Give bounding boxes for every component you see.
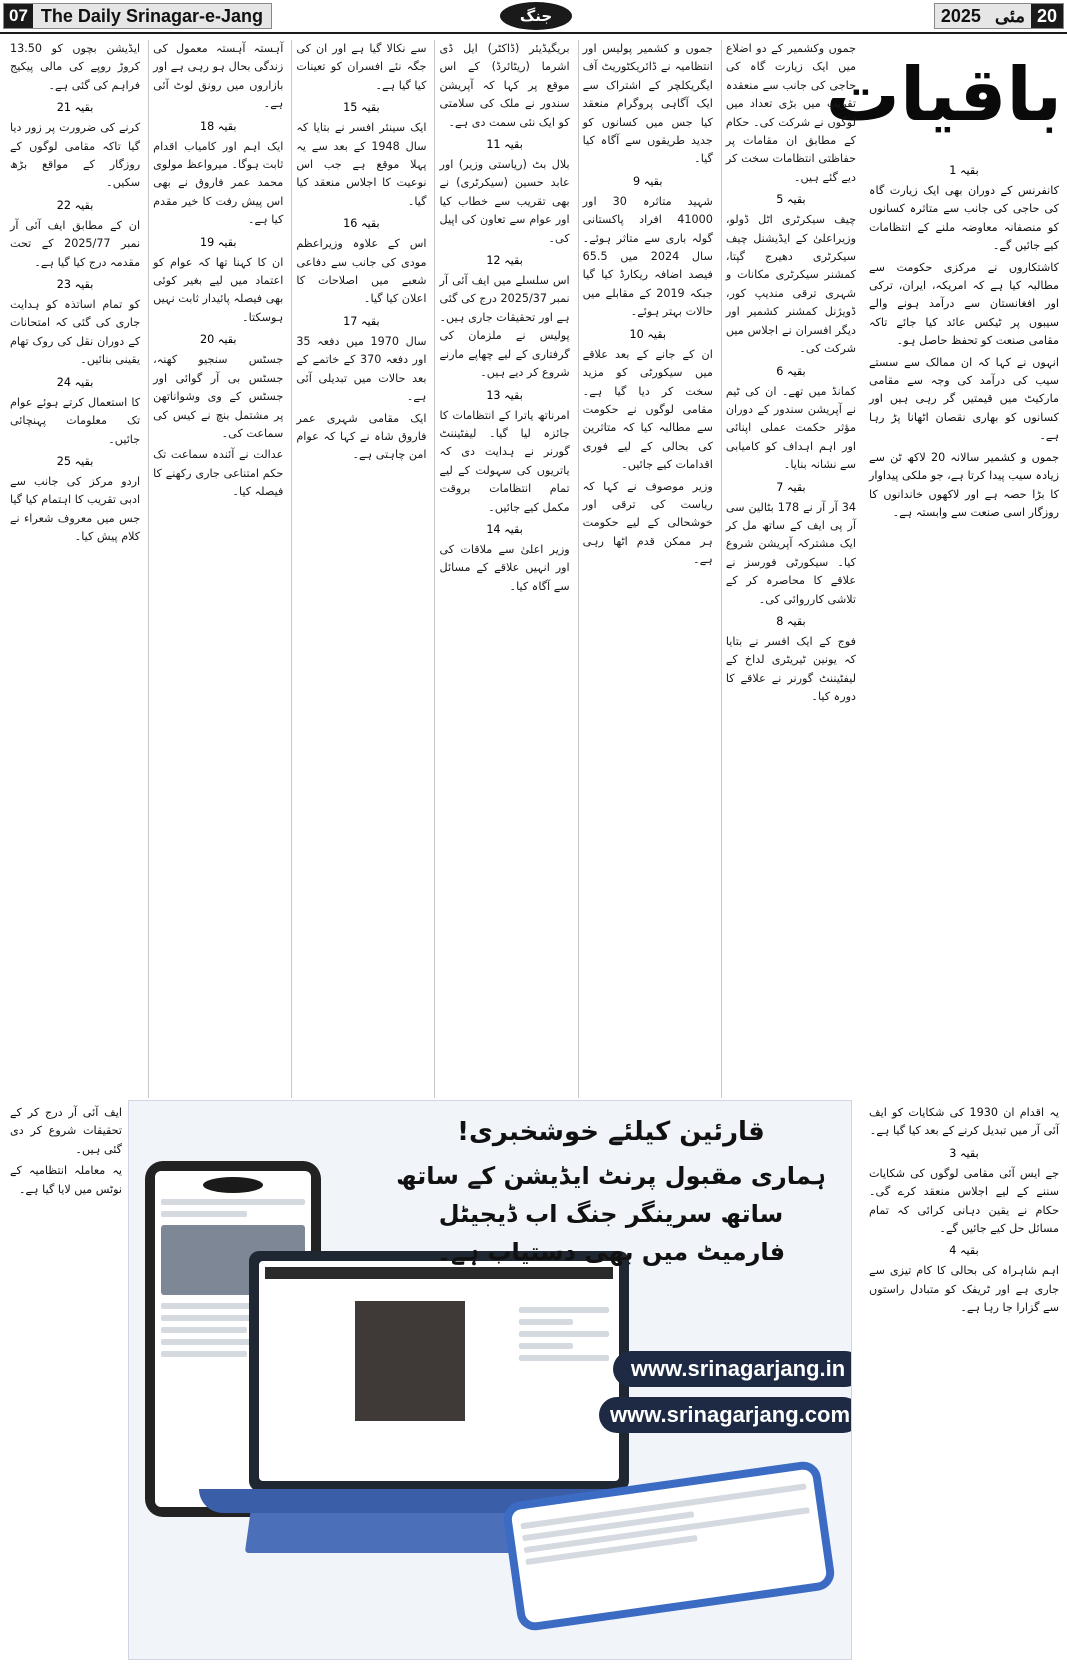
lead-paragraph: انہوں نے کہا کہ ان ممالک سے سستے سیب کی درآمد کی وجہ سے مقامی مارکیٹ میں قیمتیں گر رہی ہیں اور کسانوں کو بھاری نقصان اٹھانا پڑ رہا ہے۔	[869, 355, 1059, 443]
article-text: اردو مرکز کی جانب سے ادبی تقریب کا اہتمام کیا گیا جس میں معروف شعراء نے کلام پیش کیا۔	[9, 474, 141, 544]
article-text: چیف سیکرٹری اٹل ڈولو، وزیراعلیٰ کے ایڈیشنل چیف سیکرٹری دھیرج گپتا، کمشنر سیکرٹری مکانات و شہری ترقی مندیپ کور، ڈویژنل کمشنر کشمیر اور دیگر افسران نے اجلاس میں شرکت کی۔	[725, 213, 856, 356]
item-heading: بقیہ 18	[199, 119, 237, 133]
column-6	[6, 40, 144, 1098]
date-month: مئی	[994, 5, 1025, 26]
article-text: اہم شاہراہ کی بحالی کا کام تیزی سے جاری ہے اور ٹریفک کو متبادل راستوں سے گزارا جا رہا ہے۔	[869, 1264, 1059, 1315]
lead-paragraph: کاشتکاروں نے مرکزی حکومت سے مطالبہ کیا ہے کہ امریکہ، ایران، ترکی اور افغانستان سے درآمد ہونے والے سیبوں پر ٹیکس عائد کیا جائے تاکہ مقامی صنعت کو تحفظ حاصل ہو۔	[869, 260, 1059, 348]
column-5	[148, 40, 287, 1098]
ad-url-com[interactable]: www.srinagarjang.com	[599, 1397, 852, 1433]
article-text: جموں و کشمیر پولیس اور انتظامیہ نے ڈائریکٹوریٹ آف ایگریکلچر کے اشتراک سے ایک آگاہی پروگرام منعقد کیا جس میں کسانوں کو جدید طریقوں سے آگاہ کیا گیا۔	[582, 42, 713, 166]
article-text: وزیر اعلیٰ سے ملاقات کی اور انہیں علاقے کے مسائل سے آگاہ کیا۔	[439, 542, 570, 593]
page-title: باقیات	[825, 52, 1062, 138]
laptop-mockup	[249, 1251, 629, 1491]
item-heading: بقیہ 9	[633, 174, 663, 188]
item-heading: بقیہ 5	[776, 193, 806, 207]
article-text: ایف آئی آر درج کر کے تحقیقات شروع کر دی گئی ہیں۔	[10, 1106, 122, 1156]
item-heading: بقیہ 3	[949, 1146, 979, 1160]
article-text: بلال بٹ (ریاستی وزیر) اور عابد حسین (سیکرٹری) نے بھی تقریب سے خطاب کیا اور عوام سے تعاون کی اپیل کی۔	[439, 158, 570, 245]
article-text: کا استعمال کرتے ہوئے عوام تک معلومات پہنچائی جائیں۔	[9, 395, 141, 446]
item-heading: بقیہ 6	[776, 364, 806, 378]
item-heading: بقیہ 11	[486, 138, 523, 152]
page-label	[3, 3, 272, 29]
article-text: عدالت نے آئندہ سماعت تک حکم امتناعی جاری رکھنے کا فیصلہ کیا۔	[153, 448, 284, 499]
article-text: یہ معاملہ انتظامیہ کے نوٹس میں لایا گیا ہے۔	[10, 1164, 122, 1196]
article-text: فوج کے ایک افسر نے بتایا کہ یونین ٹیریٹری لداخ کے لیفٹیننٹ گورنر نے علاقے کا دورہ کیا۔	[725, 634, 856, 704]
item-heading: بقیہ 10	[629, 327, 666, 341]
issue-date	[934, 3, 1064, 29]
article-text: وزیر موصوف نے کہا کہ ریاست کی ترقی اور خوشحالی کے لیے حکومت ہر ممکن قدم اٹھا رہی ہے۔	[582, 479, 713, 567]
article-text: جسٹس سنجیو کھنہ، جسٹس بی آر گوائی اور جسٹس کے وی وشواناتھن پر مشتمل بنچ نے کیس کی سماعت کی۔	[153, 353, 284, 440]
item-heading: بقیہ 19	[199, 235, 237, 249]
laptop-text-line	[519, 1355, 609, 1361]
tablet-text-line	[161, 1351, 247, 1357]
item-heading: بقیہ 21	[56, 101, 94, 115]
laptop-text-line	[519, 1307, 609, 1313]
item-heading: بقیہ 4	[949, 1244, 979, 1258]
date-day: 20	[1031, 4, 1063, 28]
ad-subline: ہماری مقبول پرنٹ ایڈیشن کے ساتھ ساتھ سرینگر جنگ اب ڈیجیٹل فارمیٹ میں بھی دستیاب ہے۔	[396, 1162, 826, 1266]
page-number: 07	[4, 4, 33, 28]
article-text: ان کے مطابق ایف آئی آر نمبر 2025/77 کے تحت مقدمہ درج کیا گیا ہے۔	[9, 218, 141, 269]
item-heading: بقیہ 12	[486, 254, 523, 268]
item-heading: بقیہ 20	[199, 333, 237, 347]
ad-url-in[interactable]: www.srinagarjang.in	[613, 1351, 852, 1387]
column-1	[721, 40, 860, 1098]
item-heading: بقیہ 17	[343, 314, 380, 328]
bottom-left-column	[6, 1104, 126, 1662]
tablet-logo	[203, 1177, 263, 1193]
item-heading: بقیہ 1	[949, 164, 979, 177]
ad-headline-block	[391, 1113, 831, 1271]
item-heading: بقیہ 25	[56, 454, 94, 468]
article-text: جموں وکشمیر کے دو اضلاع میں ایک زیارت گاہ کی حاجی کی جانب سے منعقدہ تقریب میں بڑی تعداد میں لوگوں نے شرکت کی۔ حکام کے مطابق ان مقامات پر حفاظتی انتظامات سخت کر دیے گئے ہیں۔	[725, 42, 856, 184]
lead-article	[866, 158, 1062, 1090]
article-text: سال 1970 میں دفعہ 35 اور دفعہ 370 کے خاتمے کے بعد حالات میں تبدیلی آئی ہے۔	[296, 334, 427, 404]
article-text: یہ اقدام ان 1930 کی شکایات کو ایف آئی آر میں تبدیل کرنے کے بعد کیا گیا ہے۔	[869, 1106, 1059, 1138]
lead-paragraph: کانفرنس کے دوران بھی ایک زیارت گاہ کی حاجی کی جانب سے متاثرہ کسانوں کو منصفانہ معاوضہ ملنے کے انتظامات کیے جائیں گے۔	[869, 184, 1059, 253]
laptop-text-line	[519, 1343, 573, 1349]
bottom-right-column	[866, 1104, 1062, 1662]
laptop-sidebar	[519, 1301, 609, 1367]
article-text: ان کا کہنا تھا کہ عوام کو اعتماد میں لیے بغیر کوئی بھی فیصلہ پائیدار ثابت نہیں ہوسکتا۔	[153, 255, 284, 324]
laptop-text-line	[519, 1319, 573, 1325]
article-text: ایک اہم اور کامیاب اقدام ثابت ہوگا۔ میرواعظ مولوی محمد عمر فاروق نے بھی اس پیش رفت کا خیر مقدم کیا ہے۔	[153, 139, 284, 227]
digital-edition-advertisement	[128, 1100, 852, 1660]
article-text: امرناتھ یاترا کے انتظامات کا جائزہ لیا گیا۔ لیفٹیننٹ گورنر نے ہدایت دی کہ یاتریوں کی سہولت کے لیے تمام انتظامات بروقت مکمل کیے جائیں۔	[439, 408, 570, 514]
article-columns	[6, 40, 860, 1098]
article-text: جے ایس آئی مقامی لوگوں کی شکایات سننے کے لیے اجلاس منعقد کرے گی۔ حکام نے یقین دہانی کرائی کہ تمام مسائل حل کیے جائیں گے۔	[869, 1166, 1059, 1236]
article-text: کمانڈ میں تھے۔ ان کی ٹیم نے آپریشن سندور کے دوران مؤثر حکمت عملی اپنائی اور اہم اہداف کو کامیابی سے نشانہ بنایا۔	[725, 384, 856, 472]
item-heading: بقیہ 13	[486, 388, 523, 402]
masthead-logo: جنگ	[500, 2, 572, 30]
laptop-screen	[259, 1261, 619, 1481]
item-heading: بقیہ 7	[776, 480, 806, 494]
article-text: سے نکالا گیا ہے اور ان کی جگہ نئے افسران کو تعینات کیا گیا ہے۔	[296, 42, 427, 92]
item-heading: بقیہ 16	[343, 217, 380, 231]
newspaper-name: The Daily Srinagar-e-Jang	[40, 5, 263, 26]
article-text: آہستہ آہستہ معمول کی زندگی بحال ہو رہی ہے اور بازاروں میں رونق لوٹ آئی ہے۔	[153, 42, 284, 111]
item-heading: بقیہ 15	[343, 101, 380, 115]
article-text: 34 آر آر نے 178 بٹالین سی آر پی ایف کے ساتھ مل کر ایک مشترکہ آپریشن شروع کیا۔ سیکورٹی فورسز نے علاقے کا محاصرہ کر کے تلاشی کارروائی کی۔	[725, 500, 856, 606]
column-2	[578, 40, 717, 1098]
ad-headline: قارئین کیلئے خوشخبری!	[457, 1117, 765, 1147]
laptop-text-line	[519, 1331, 609, 1337]
tablet-text-line	[161, 1327, 247, 1333]
lead-column	[825, 40, 1062, 1098]
item-heading: بقیہ 14	[486, 522, 523, 536]
tablet-text-line	[161, 1211, 247, 1217]
item-heading: بقیہ 24	[56, 375, 94, 389]
article-text: ایک سینئر افسر نے بتایا کہ سال 1948 کے بعد سے یہ پہلا موقع ہے جب اس نوعیت کا اجلاس منعقد کیا گیا۔	[296, 121, 427, 208]
article-text: ایک مقامی شہری عمر فاروق شاہ نے کہا کہ عوام امن چاہتی ہے۔	[296, 411, 427, 462]
article-text: ان کے جانے کے بعد علاقے میں سیکورٹی کو مزید سخت کر دیا گیا ہے۔ مقامی لوگوں نے حکومت سے مطالبہ کیا کہ متاثرین کی بحالی کے لیے فوری اقدامات کیے جائیں۔	[582, 347, 713, 472]
article-text: ایڈیشن بچوں کو 13.50 کروڑ روپے کی مالی پیکیج فراہم کی گئی ہے۔	[9, 42, 141, 92]
article-text: کرنے کی ضرورت پر زور دیا گیا تاکہ مقامی لوگوں کے روزگار کے مواقع بڑھ سکیں۔	[9, 121, 141, 190]
article-text: کو تمام اساتذہ کو ہدایت جاری کی گئی کہ امتحانات کے دوران نقل کی روک تھام یقینی بنائیں۔	[9, 298, 141, 367]
page-header	[0, 0, 1067, 34]
item-heading: بقیہ 22	[56, 198, 94, 212]
article-text: شہید متاثرہ 30 اور 41000 افراد پاکستانی گولہ باری سے متاثر ہوئے۔ سال 2024 میں 65.5 فیصد اضافہ ریکارڈ کیا گیا جبکہ 2019 کے مقابلے میں حالات بہتر ہوئے۔	[582, 194, 713, 319]
column-4	[291, 40, 430, 1098]
item-heading: بقیہ 23	[56, 278, 94, 292]
article-text: اس سلسلے میں ایف آئی آر نمبر 2025/37 درج کی گئی ہے اور تحقیقات جاری ہیں۔ پولیس نے ملزمان کی گرفتاری کے لیے چھاپے مارنے شروع کر دیے ہیں۔	[439, 274, 570, 380]
article-text: اس کے علاوہ وزیراعظم مودی کی جانب سے دفاعی شعبے میں اصلاحات کا اعلان کیا گیا۔	[296, 237, 427, 306]
lead-paragraph: جموں و کشمیر سالانہ 20 لاکھ ٹن سے زیادہ سیب پیدا کرتا ہے، جو ملکی پیداوار کا بڑا حصہ ہے اور لاکھوں خاندانوں کا روزگار اسی صنعت سے وابستہ ہے۔	[869, 450, 1059, 519]
date-year: 2025	[940, 5, 981, 26]
tablet-text-line	[161, 1199, 305, 1205]
article-text: بریگیڈیئر (ڈاکٹر) ایل ڈی اشرما (ریٹائرڈ) کے اس موقع پر کہا کہ آپریشن سندور نے ملک کی سلامتی کو ایک نئی سمت دی ہے۔	[439, 42, 570, 129]
column-3	[434, 40, 573, 1098]
laptop-news-image	[355, 1301, 465, 1421]
item-heading: بقیہ 8	[776, 614, 806, 628]
